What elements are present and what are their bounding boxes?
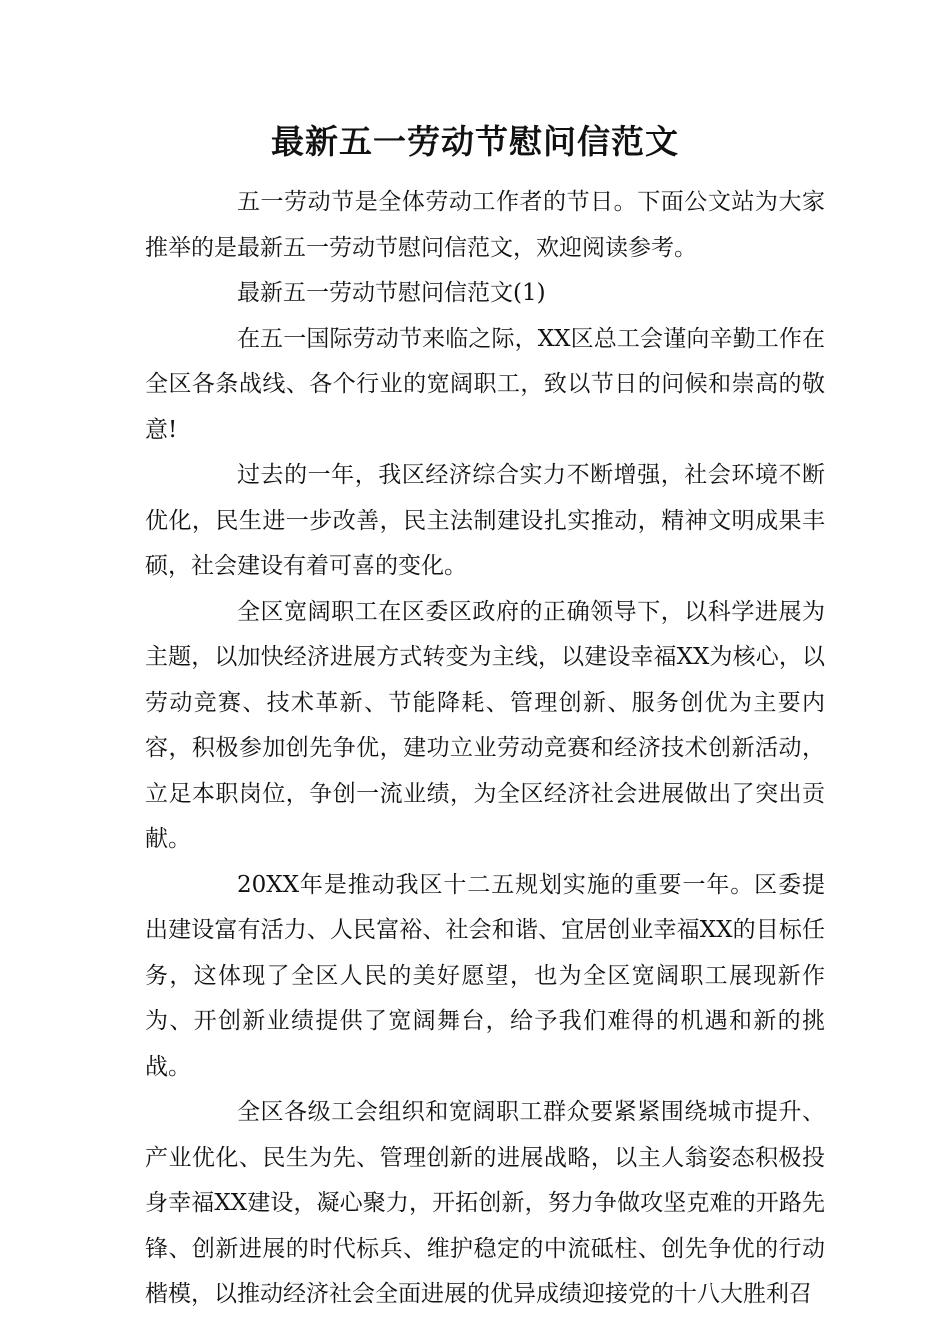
document-title: 最新五一劳动节慰问信范文 — [271, 122, 679, 161]
paragraph-subtitle: 最新五一劳动节慰问信范文(1) — [237, 280, 546, 306]
paragraph-plan: 20XX年是推动我区十二五规划实施的重要一年。区委提出建设富有活力、人民富裕、社会和谐、宜居创业幸福XX的目标任务，这体现了全区人民的美好愿望，也为全区宽阔职工展现新作为、开创新业绩提供了宽阔舞台，给予我们难得的机遇和新的挑战。 — [145, 871, 825, 1080]
paragraph-workers: 全区宽阔职工在区委区政府的正确领导下，以科学进展为主题，以加快经济进展方式转变为主线，以建设幸福XX为核心，以劳动竞赛、技术革新、节能降耗、管理创新、服务创优为主要内容，积极参加创先争优，建功立业劳动竞赛和经济技术创新活动，立足本职岗位，争创一流业绩，为全区经济社会进展做出了突出贡献。 — [145, 598, 825, 852]
paragraph-intro: 五一劳动节是全体劳动工作者的节日。下面公文站为大家推举的是最新五一劳动节慰问信范文，欢迎阅读参考。 — [145, 189, 825, 261]
paragraph-past-year: 过去的一年，我区经济综合实力不断增强，社会环境不断优化，民生进一步改善，民主法制建设扎实推动，精神文明成果丰硕，社会建设有着可喜的变化。 — [145, 462, 825, 579]
paragraph-greeting: 在五一国际劳动节来临之际，XX区总工会谨向辛勤工作在全区各条战线、各个行业的宽阔职工，致以节日的问候和崇高的敬意! — [145, 325, 825, 443]
document-body — [145, 180, 825, 1318]
paragraph-call-to-action: 全区各级工会组织和宽阔职工群众要紧紧围绕城市提升、产业优化、民生为先、管理创新的进展战略，以主人翁姿态积极投身幸福XX建设，凝心聚力，开拓创新，努力争做攻坚克难的开路先锋、创新进展的时代标兵、维护稳定的中流砥柱、创先争优的行动楷模，以推动经济社会全面进展的优异成绩迎接党的十八大胜利召 — [145, 1099, 825, 1307]
